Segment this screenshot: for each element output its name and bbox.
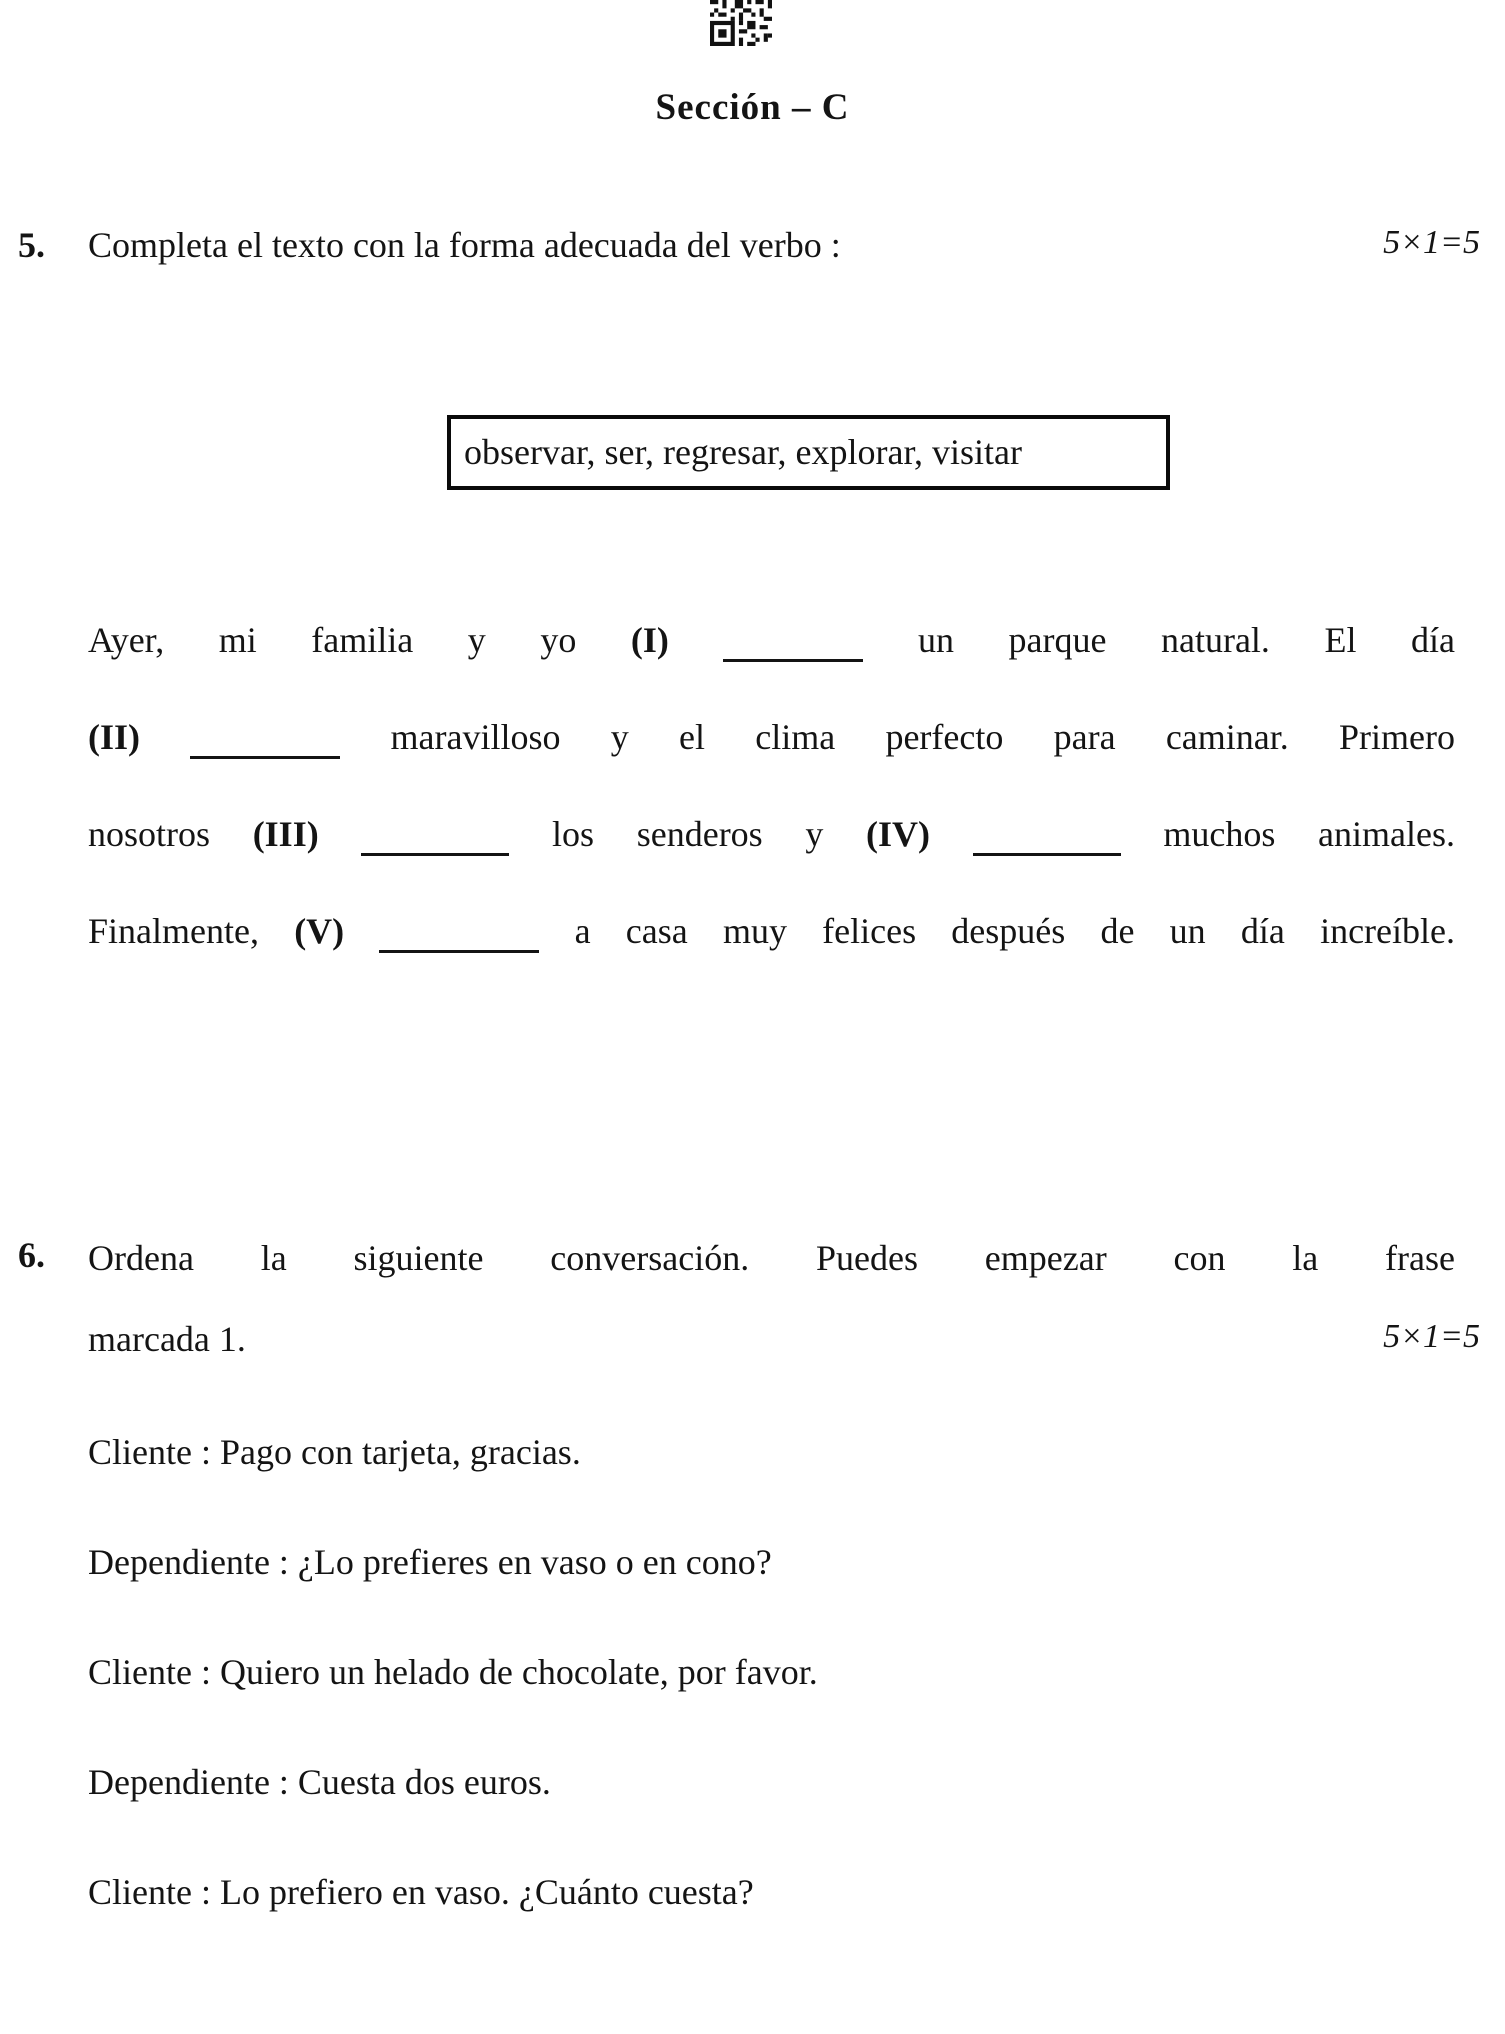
question-6-number: 6. bbox=[18, 1235, 45, 1275]
blank-label: (III) bbox=[252, 814, 319, 854]
conversation-list bbox=[88, 1428, 1455, 1978]
blank-label: (V) bbox=[294, 911, 345, 951]
question-5-marks: 5×1=5 bbox=[1383, 224, 1480, 261]
dialogue-line: Cliente : Pago con tarjeta, gracias. bbox=[88, 1432, 581, 1472]
paragraph-line: Ayer, mi familia y yo (I) un parque natural. El día bbox=[88, 592, 1455, 689]
dialogue-line: Cliente : Quiero un helado de chocolate, por favor. bbox=[88, 1652, 818, 1692]
dialogue-line: Dependiente : Cuesta dos euros. bbox=[88, 1762, 551, 1802]
question-6-prompt-line1: Ordena la siguiente conversación. Puedes empezar con la frase bbox=[88, 1238, 1455, 1278]
qr-code-icon bbox=[710, 0, 772, 46]
paragraph-line: nosotros (III) los senderos y (IV) muchos animales. bbox=[88, 786, 1455, 883]
answer-blank bbox=[361, 817, 509, 856]
fill-in-the-blanks-paragraph bbox=[88, 592, 1455, 980]
blank-label: (II) bbox=[88, 717, 140, 757]
answer-blank bbox=[723, 623, 863, 662]
question-6-marks: 5×1=5 bbox=[1383, 1318, 1480, 1355]
question-5-prompt: Completa el texto con la forma adecuada del verbo : bbox=[88, 225, 841, 265]
section-heading: Sección – C bbox=[655, 87, 850, 128]
paragraph-line: Finalmente, (V) a casa muy felices después de un día increíble. bbox=[88, 883, 1455, 980]
question-5-number: 5. bbox=[18, 225, 45, 265]
verb-word-bank-box: observar, ser, regresar, explorar, visitar bbox=[447, 415, 1170, 490]
question-6-prompt-line2: marcada 1. bbox=[88, 1319, 246, 1359]
answer-blank bbox=[973, 817, 1121, 856]
answer-blank bbox=[190, 720, 340, 759]
dialogue-line: Dependiente : ¿Lo prefieres en vaso o en cono? bbox=[88, 1542, 772, 1582]
answer-blank bbox=[379, 914, 539, 953]
blank-label: (IV) bbox=[866, 814, 931, 854]
blank-label: (I) bbox=[630, 620, 669, 660]
paragraph-line: (II) maravilloso y el clima perfecto para caminar. Primero bbox=[88, 689, 1455, 786]
dialogue-line: Cliente : Lo prefiero en vaso. ¿Cuánto cuesta? bbox=[88, 1872, 754, 1912]
